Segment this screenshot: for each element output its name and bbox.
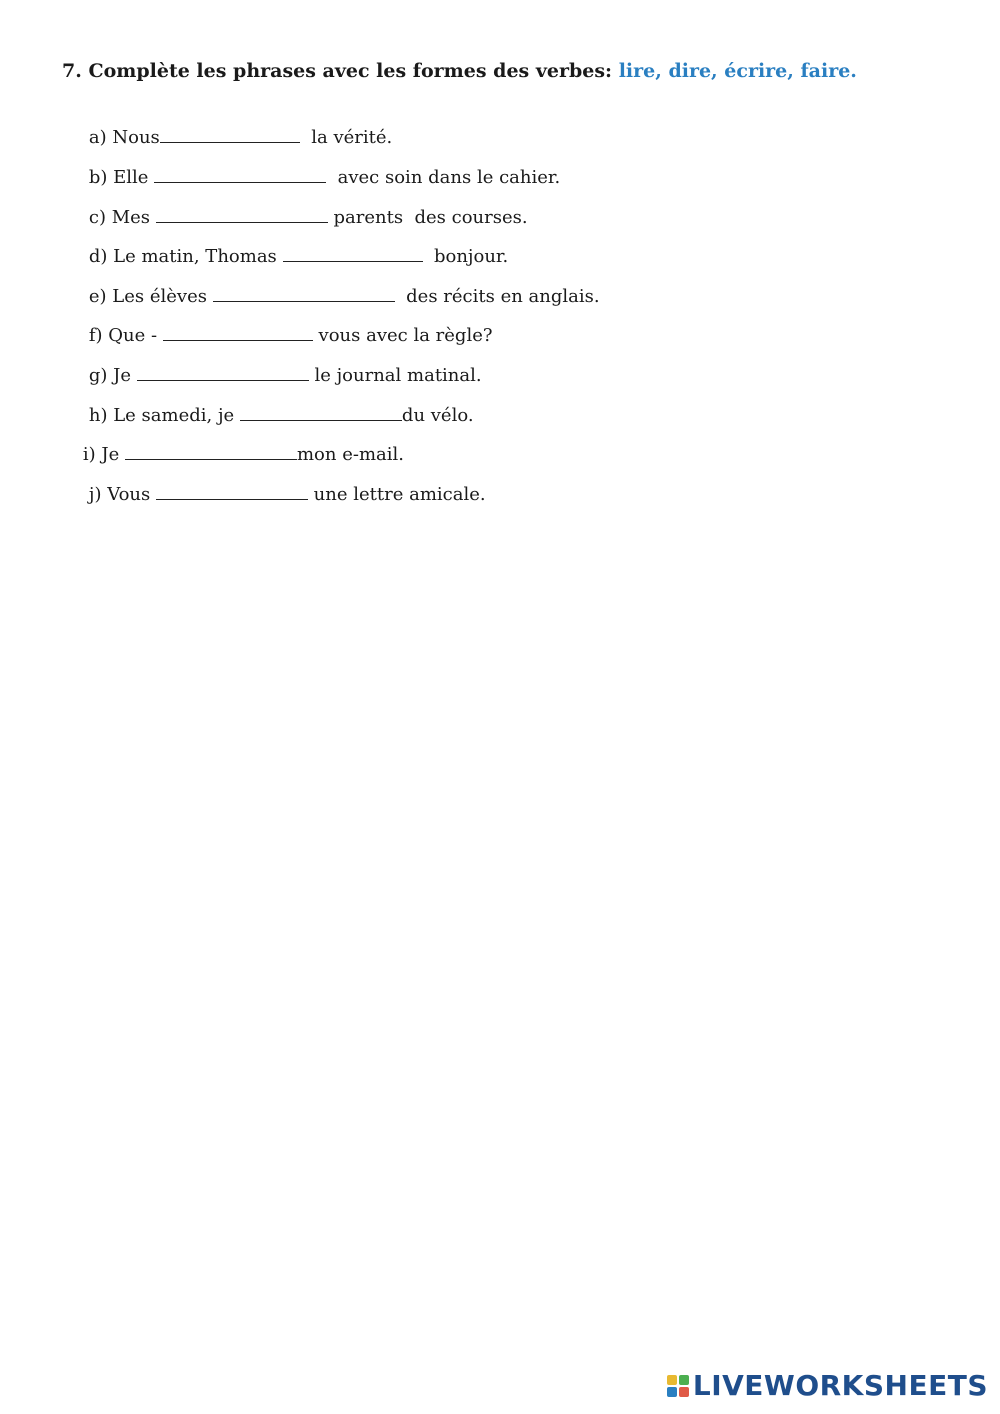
sentence-b-after: avec soin dans le cahier. bbox=[326, 167, 561, 188]
sentence-d-before: d) Le matin, Thomas bbox=[88, 246, 283, 267]
sentence-j bbox=[66, 457, 486, 531]
sentence-i-after: mon e-mail. bbox=[296, 444, 404, 465]
logo-square-2 bbox=[679, 1375, 689, 1385]
sentence-g-before: g) Je bbox=[88, 365, 137, 386]
logo-square-1 bbox=[667, 1375, 677, 1385]
sentence-e-before: e) Les élèves bbox=[88, 286, 213, 307]
liveworksheets-logo bbox=[667, 1369, 988, 1402]
sentence-f-before: f) Que - bbox=[88, 325, 163, 346]
sentence-f-after: vous avec la règle? bbox=[312, 325, 493, 346]
sentence-c-before: c) Mes bbox=[88, 207, 156, 228]
verb-list: lire, dire, écrire, faire. bbox=[618, 60, 857, 82]
logo-square-4 bbox=[679, 1387, 689, 1397]
sentence-g-after: le journal matinal. bbox=[308, 365, 482, 386]
sentence-j-after: une lettre amicale. bbox=[307, 484, 486, 505]
sentence-b-before: b) Elle bbox=[88, 167, 155, 188]
sentence-c-after: parents des courses. bbox=[327, 207, 528, 228]
exercise-list bbox=[0, 0, 1000, 600]
sentence-h-after: du vélo. bbox=[401, 405, 474, 426]
sentence-i-before: i) Je bbox=[82, 444, 125, 465]
logo-text: LIVEWORKSHEETS bbox=[692, 1369, 988, 1402]
logo-square-3 bbox=[667, 1387, 677, 1397]
title-prefix: 7. Complète les phrases avec les formes des verbes: bbox=[62, 60, 619, 82]
sentence-h-before: h) Le samedi, je bbox=[88, 405, 240, 426]
sentence-e-after: des récits en anglais. bbox=[394, 286, 600, 307]
logo-squares-icon bbox=[667, 1375, 689, 1397]
sentence-a-after: la vérité. bbox=[299, 127, 393, 148]
answer-blank-j[interactable] bbox=[156, 481, 308, 500]
sentence-j-before: j) Vous bbox=[88, 484, 156, 505]
sentence-a-before: a) Nous bbox=[88, 127, 160, 148]
sentence-d-after: bonjour. bbox=[422, 246, 509, 267]
